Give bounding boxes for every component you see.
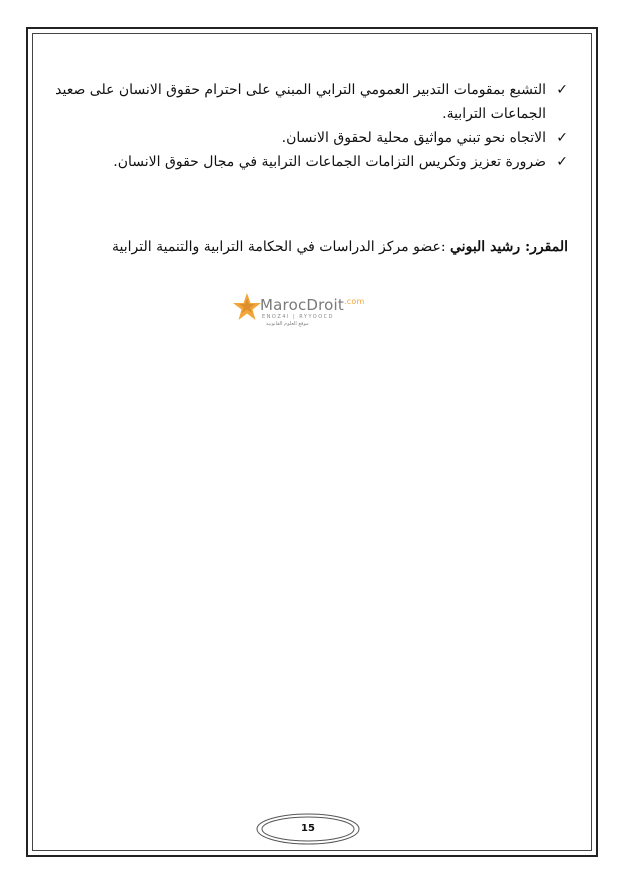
logo-subtitle: ENOZ4I | RYYOOCD (262, 314, 334, 320)
bullet-text: التشبع بمقومات التدبير العمومي الترابي المبني على احترام حقوق الانسان على صعيد الجماعات الترابية. (55, 82, 546, 122)
checkmark-icon: ✓ (556, 154, 568, 170)
page-number-badge (255, 812, 361, 846)
bullet-text: ضرورة تعزيز وتكريس التزامات الجماعات الترابية في مجال حقوق الانسان. (113, 154, 546, 170)
list-item (50, 126, 568, 150)
bullet-text: الاتجاه نحو تبني مواثيق محلية لحقوق الانسان. (281, 130, 546, 146)
marocdroit-logo (232, 292, 372, 332)
page-number: 15 (301, 823, 315, 834)
checkmark-icon: ✓ (556, 82, 568, 98)
list-item (50, 78, 568, 126)
list-item (50, 150, 568, 174)
logo-tagline: موقع العلوم القانونية (266, 321, 309, 327)
bullet-list (50, 78, 568, 174)
main-content (50, 78, 568, 174)
star-icon (232, 292, 262, 322)
logo-suffix: .com (344, 297, 365, 306)
reporter-name: المقرر: رشيد البوني (450, 239, 568, 255)
checkmark-icon: ✓ (556, 130, 568, 146)
reporter-description: :عضو مركز الدراسات في الحكامة الترابية والتنمية الترابية (112, 239, 451, 255)
logo-wordmark (260, 296, 364, 314)
logo-name: MarocDroit (260, 296, 345, 314)
reporter-line (50, 235, 568, 259)
